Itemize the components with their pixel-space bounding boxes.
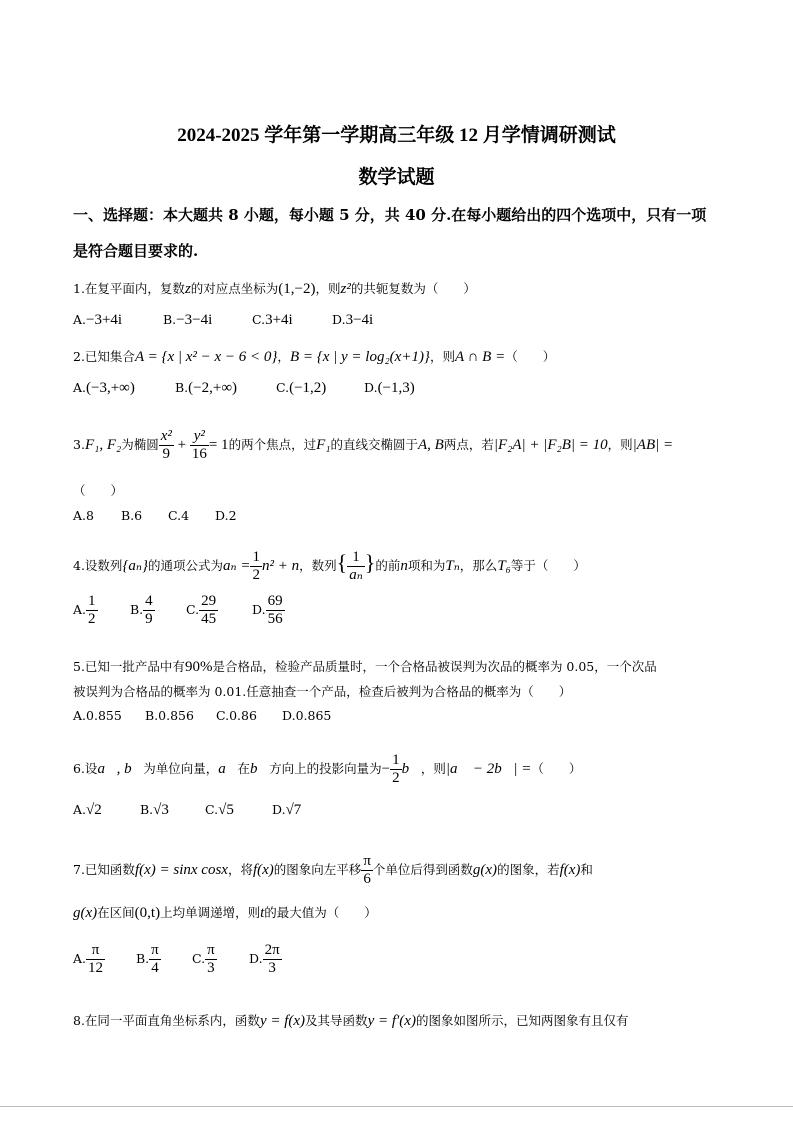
option-6c: C.√5	[205, 802, 234, 818]
option-7b: B. $\frac{\pi}{4}$	[136, 942, 159, 976]
option-7c: C. $\frac{\pi}{3}$	[192, 942, 215, 976]
option-2a: A.(−3,+∞)	[73, 380, 135, 396]
question-8: 8.在同一平面直角坐标系内，函数y = f(x)及其导函数y = f′(x)的图象如图所示，已知两图象有且仅有	[73, 1013, 629, 1029]
option-2d: D.(−1,3)	[364, 380, 415, 396]
question-3: 3.F₁, F₂为椭圆 $\frac{\text{x²}}{9}$ + $\frac{\text{y²}}{16}$ = 1的两个焦点，过F₁的直线交椭圆于A, B两点，若|F₂A| + |F₂B| = 10，则|AB| =	[73, 428, 674, 462]
option-3b: B.6	[121, 508, 143, 523]
option-3d: D.2	[215, 508, 237, 523]
option-6d: D.√7	[272, 802, 302, 818]
question-6: 6.设a⃗, b⃗为单位向量，a⃗在b⃗方向上的投影向量为− $\frac{1}{2}$ b⃗，则|a⃗ − 2b⃗| =（ ）	[73, 752, 582, 786]
option-2c: C.(−1,2)	[276, 380, 327, 396]
option-1a: A.−3+4i	[73, 312, 123, 328]
option-6a: A.√2	[73, 802, 102, 818]
option-5d: D.0.865	[282, 708, 332, 723]
question-7-line2: g(x)在区间(0,t)上均单调递增，则t的最大值为（ ）	[73, 905, 377, 921]
option-5b: B.0.856	[145, 708, 194, 723]
option-1c: C.3+4i	[252, 312, 293, 328]
option-4c: C. $\frac{29}{45}$	[186, 593, 217, 627]
option-5a: A.0.855	[73, 708, 122, 723]
option-5c: C.0.86	[216, 708, 257, 723]
question-3-paren: （ ）	[73, 483, 124, 498]
option-7a: A. $\frac{\pi}{12}$	[73, 942, 104, 976]
section-heading-line2: 是符合题目要求的.	[73, 242, 199, 260]
option-3a: A.8	[73, 508, 94, 523]
exam-subtitle: 数学试题	[358, 167, 435, 188]
question-7-line1: 7.已知函数f(x) = sinx cosx，将f(x)的图象向左平移 $\frac{\pi}{6}$ 个单位后得到函数g(x)的图象，若f(x)和	[73, 853, 593, 887]
question-5-line1: 5.已知一批产品中有90%是合格品，检验产品质量时，一个合格品被误判为次品的概率为 0.05，一个次品	[73, 659, 657, 675]
option-4a: A. $\frac{1}{2}$	[73, 593, 96, 627]
option-4b: B. $\frac{4}{9}$	[130, 593, 153, 627]
question-2: 2.已知集合A = {x | x² − x − 6 < 0}，B = {x | y = log₂(x+1)}，则A ∩ B =（ ）	[73, 349, 556, 365]
option-1b: B.−3−4i	[163, 312, 213, 328]
option-1d: D.3−4i	[332, 312, 374, 328]
option-2b: B.(−2,+∞)	[175, 380, 238, 396]
option-4d: D. $\frac{69}{56}$	[252, 593, 283, 627]
exam-title: 2024-2025 学年第一学期高三年级 12 月学情调研测试	[177, 125, 616, 146]
option-3c: C.4	[168, 508, 190, 523]
option-7d: D. $\frac{2\pi}{3}$	[249, 942, 280, 976]
section-heading-line1: 一、选择题：本大题共 8 小题，每小题 5 分，共 40 分.在每小题给出的四个选项中，只有一项	[73, 206, 707, 224]
page-bottom-divider	[0, 1106, 793, 1107]
question-4: 4.设数列{aₙ}的通项公式为aₙ = $\frac{1}{2}$ n² + n，数列{ $\frac{1}{\text{aₙ}}$ }的前n项和为Tₙ，那么T₆等于（ ）	[73, 549, 586, 583]
option-6b: B.√3	[140, 802, 169, 818]
question-5-line2: 被误判为合格品的概率为 0.01.任意抽查一个产品，检查后被判为合格品的概率为（ ）	[73, 684, 572, 699]
question-1: 1.在复平面内，复数z的对应点坐标为(1,−2)，则z²的共轭复数为（ ）	[73, 281, 476, 297]
